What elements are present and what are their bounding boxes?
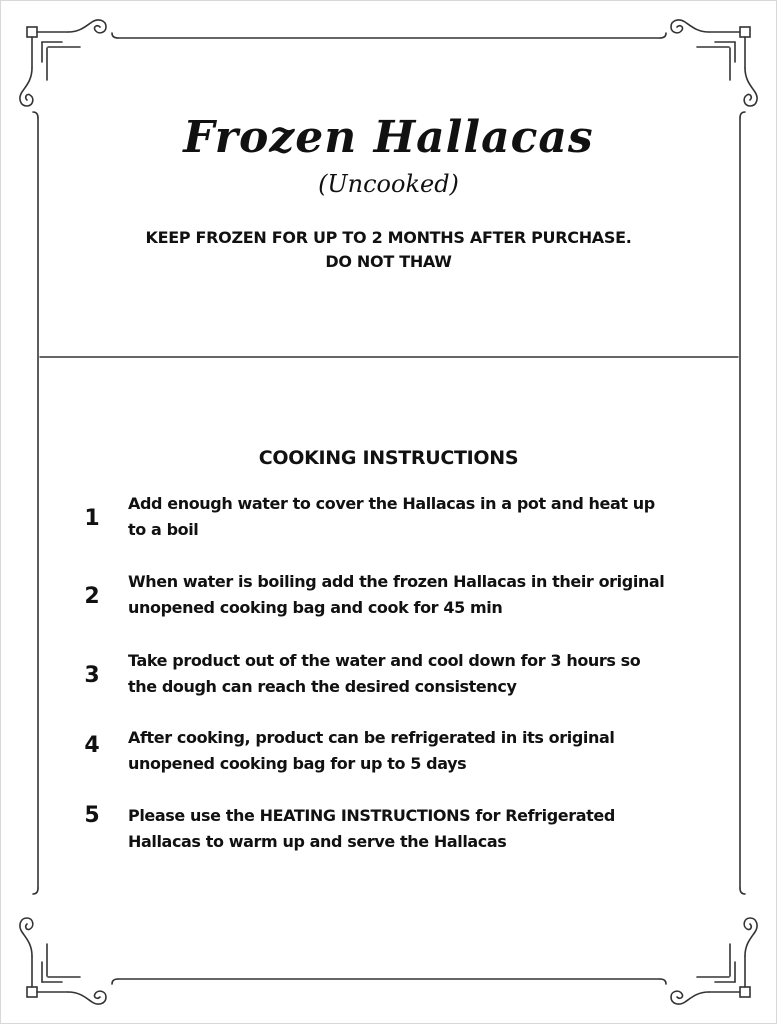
warning-line-1: KEEP FROZEN FOR UP TO 2 MONTHS AFTER PURCHASE.	[145, 228, 632, 247]
instructions-heading: COOKING INSTRUCTIONS	[258, 447, 519, 469]
step-text: After cooking, product can be refrigerated in its original unopened cooking bag for up to 5 days	[128, 728, 615, 773]
instruction-step	[0, 567, 777, 637]
scroll-flourish-icon	[20, 918, 106, 1004]
step-text: Add enough water to cover the Hallacas in a pot and heat up to a boil	[128, 494, 655, 539]
step-text: Take product out of the water and cool down for 3 hours so the dough can reach the desired consistency	[128, 651, 641, 696]
step-number: 4	[84, 733, 100, 758]
scroll-flourish-icon	[671, 20, 757, 106]
instruction-step	[0, 725, 777, 795]
step-number: 3	[84, 663, 100, 688]
storage-warning	[60, 226, 717, 274]
step-text: When water is boiling add the frozen Hallacas in their original unopened cooking bag and cook for 45 min	[128, 572, 665, 617]
step-text: Please use the HEATING INSTRUCTIONS for Refrigerated Hallacas to warm up and serve the Hallacas	[128, 806, 615, 851]
product-title: Frozen Hallacas	[183, 112, 594, 163]
warning-line-2: DO NOT THAW	[325, 252, 452, 271]
step-number: 2	[84, 584, 100, 609]
instruction-step	[0, 803, 777, 873]
instruction-step	[0, 488, 777, 558]
scroll-flourish-icon	[671, 918, 757, 1004]
scroll-flourish-icon	[20, 20, 106, 106]
step-number: 1	[84, 506, 100, 531]
instruction-step	[0, 646, 777, 716]
product-subtitle: (Uncooked)	[318, 170, 459, 198]
step-number: 5	[84, 803, 100, 828]
